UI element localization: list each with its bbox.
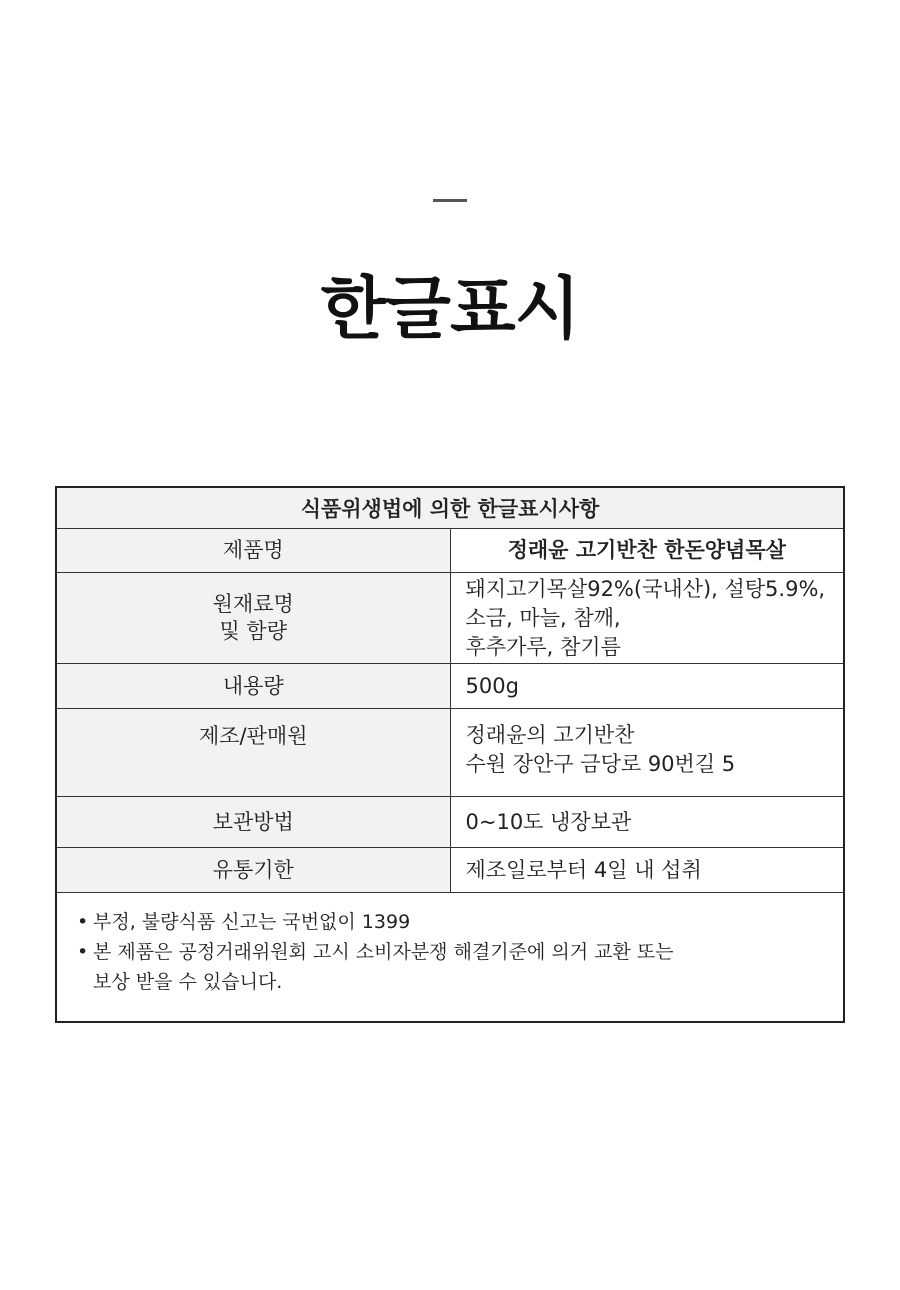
notice-item — [77, 907, 843, 937]
food-label-box — [55, 486, 845, 1023]
title-divider — [433, 199, 467, 202]
table-header-row — [57, 488, 843, 529]
label-ingredients-line-2: 및 함량 — [219, 619, 288, 643]
table-row-ingredients — [57, 573, 843, 664]
notice-list — [57, 893, 843, 997]
table-row-product-name — [57, 529, 843, 573]
value-manufacturer-line-2: 수원 장안구 금당로 90번길 5 — [465, 752, 736, 776]
label-product-name: 제품명 — [57, 529, 450, 573]
notice-item-2-line-2: 보상 받을 수 있습니다. — [93, 971, 283, 993]
notice-item — [77, 937, 843, 997]
table-row-storage — [57, 797, 843, 848]
table-row-net-content — [57, 664, 843, 709]
bullet-icon: • — [77, 941, 89, 963]
value-ingredients-line-2: 후추가루, 참기름 — [465, 634, 621, 659]
label-ingredients-line-1: 원재료명 — [212, 592, 294, 616]
value-expiry: 제조일로부터 4일 내 섭취 — [450, 848, 843, 893]
table-row-manufacturer — [57, 709, 843, 797]
bullet-icon: • — [77, 911, 89, 933]
value-manufacturer-line-1: 정래윤의 고기반찬 — [465, 723, 635, 747]
table-header: 식품위생법에 의한 한글표시사항 — [57, 488, 843, 529]
value-ingredients — [450, 573, 843, 664]
label-expiry: 유통기한 — [57, 848, 450, 893]
label-net-content: 내용량 — [57, 664, 450, 709]
food-label-table — [57, 488, 843, 893]
label-manufacturer: 제조/판매원 — [57, 709, 450, 797]
value-ingredients-line-1: 돼지고기목살92%(국내산), 설탕5.9%, 소금, 마늘, 참깨, — [465, 576, 826, 630]
notice-item-2-line-1: 본 제품은 공정거래위원회 고시 소비자분쟁 해결기준에 의거 교환 또는 — [93, 941, 674, 963]
page-title: 한글표시 — [320, 270, 580, 349]
value-product-name: 정래윤 고기반찬 한돈양념목살 — [450, 529, 843, 573]
value-net-content: 500g — [450, 664, 843, 709]
table-row-expiry — [57, 848, 843, 893]
notice-item-1-line-1: 부정, 불량식품 신고는 국번없이 1399 — [93, 911, 411, 933]
label-storage: 보관방법 — [57, 797, 450, 848]
label-ingredients — [57, 573, 450, 664]
value-storage: 0~10도 냉장보관 — [450, 797, 843, 848]
value-manufacturer — [450, 709, 843, 797]
